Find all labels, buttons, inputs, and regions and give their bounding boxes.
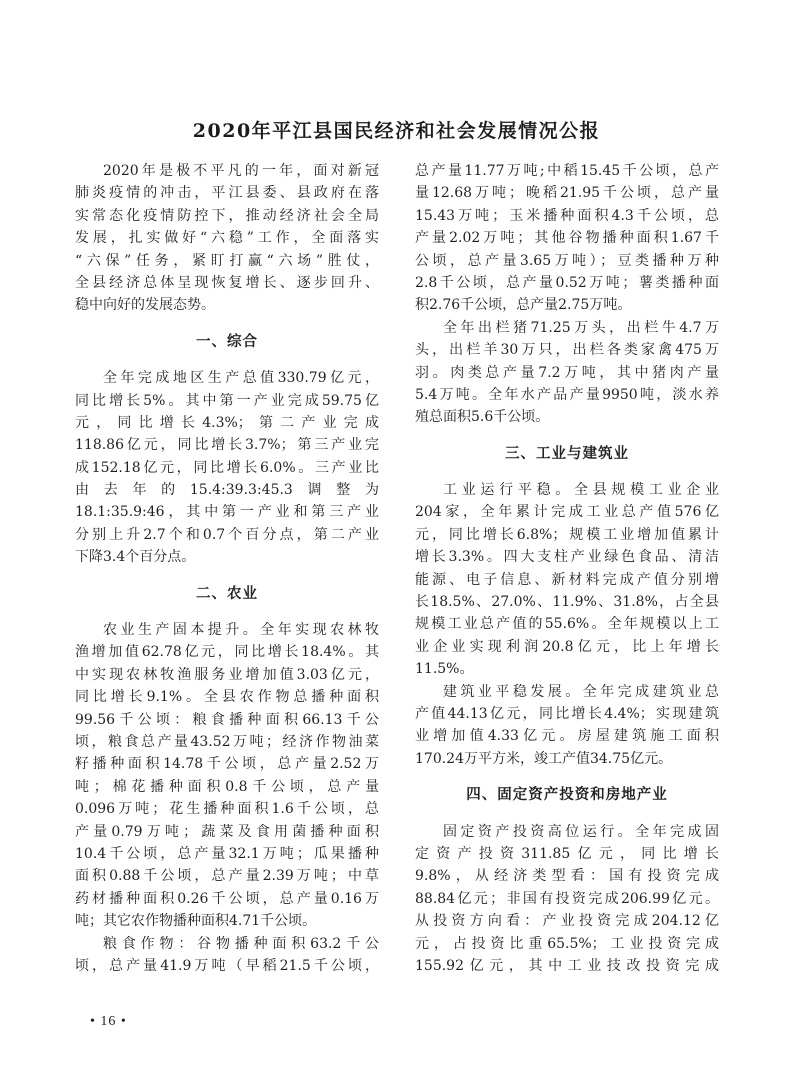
text-line: 中实现农林牧渔服务业增加值3.03亿元， [75,666,379,683]
right-column [415,160,719,977]
section-heading: 二、农业 [196,585,258,602]
page-number: • 16 • [90,1014,127,1029]
text-line: 元，同比增长6.8%；规模工业增加值累计 [415,526,719,543]
text-line: 5.4万吨。全年水产品产量9950吨，淡水养 [415,386,719,403]
section-spacer [415,465,719,479]
section-spacer [75,569,379,583]
text-line: 产量0.79万吨；蔬菜及食用菌播种面积 [75,823,379,840]
text-line: 能源、电子信息、新材料完成产值分别增 [415,571,719,588]
text-line: 9.8%，从经济类型看：国有投资完成 [415,868,719,885]
text-line: 籽播种面积14.78千公顷，总产量2.52万 [75,756,379,773]
text-line: 2.8千公顷，总产量0.52万吨；薯类播种面 [415,274,719,291]
text-line: 建筑业平稳发展。全年完成建筑业总 [443,683,719,700]
text-line: 成152.18亿元，同比增长6.0%。三产业比 [75,459,379,476]
section-spacer [415,807,719,821]
section-spacer [75,317,379,331]
text-line: 增长3.3%。四大支柱产业绿色食品、清洁 [415,549,719,566]
text-line: 88.84亿元；非国有投资完成206.99亿元。 [415,890,719,907]
text-line: 面积0.88千公顷，总产量2.39万吨；中草 [75,868,379,885]
text-line: 顷，总产量41.9万吨（早稻21.5千公顷， [75,957,379,974]
text-line: 实常态化疫情防控下，推动经济社会全局 [75,207,379,224]
text-line: 业企业实现利润20.8亿元，比上年增长 [415,638,719,655]
text-line: 全年出栏猪71.25万头，出栏牛4.7万 [443,319,719,336]
text-line: 工业运行平稳。全县规模工业企业 [443,482,719,499]
text-line: 155.92亿元，其中工业技改投资完成 [415,957,719,974]
text-line: “六保”任务，紧盯打赢“六场”胜仗， [75,252,379,269]
text-line: 固定资产投资高位运行。全年完成固 [443,823,719,840]
text-line: 定资产投资311.85亿元，同比增长 [415,845,719,862]
text-line: 头，出栏羊30万只，出栏各类家禽475万 [415,342,719,359]
text-line: 发展，扎实做好“六稳”工作，全面落实 [75,230,379,247]
text-line: 下降3.4个百分点。 [75,549,196,566]
text-line: 积2.76千公顷，总产量2.75万吨。 [415,297,632,314]
text-line: 同比增长9.1%。全县农作物总播种面积 [75,689,379,706]
text-line: 长18.5%、27.0%、11.9%、31.8%，占全县 [415,594,719,611]
text-line: 118.86亿元，同比增长3.7%；第三产业完 [75,437,379,454]
section-spacer [415,770,719,784]
text-line: 204家，全年累计完成工业总产值576亿 [415,504,719,521]
text-line: 羽。肉类总产量7.2万吨，其中猪肉产量 [415,364,719,381]
text-line: 吨；其它农作物播种面积4.71千公顷。 [75,913,317,930]
text-line: 渔增加值62.78亿元，同比增长18.4%。其 [75,644,379,661]
text-line: 粮食作物：谷物播种面积63.2千公 [103,935,379,952]
section-heading: 三、工业与建筑业 [505,445,629,462]
text-line: 分别上升2.7个和0.7个百分点，第二产业 [75,526,379,543]
text-line: 量12.68万吨；晚稻21.95千公顷，总产量 [415,185,719,202]
text-line: 顷，粮食总产量43.52万吨；经济作物油菜 [75,733,379,750]
section-heading: 一、综合 [196,333,258,350]
text-line: 2020年是极不平凡的一年，面对新冠 [103,163,379,179]
text-line: 99.56千公顷：粮食播种面积66.13千公 [75,711,379,728]
text-line: 170.24万平方米，竣工产值34.75亿元。 [415,750,673,767]
text-line: 吨；棉花播种面积0.8千公顷，总产量 [75,778,379,795]
section-spacer [415,429,719,443]
text-line: 公顷，总产量3.65万吨）；豆类播种万种 [415,252,719,269]
text-line: 元，同比增长4.3%；第二产业完成 [75,414,379,431]
text-line: 肺炎疫情的冲击，平江县委、县政府在落 [75,185,379,202]
text-line: 0.096万吨；花生播种面积1.6千公顷，总 [75,801,379,818]
text-line: 由去年的15.4:39.3:45.3调整为 [75,482,379,499]
text-line: 药材播种面积0.26千公顷，总产量0.16万 [75,890,379,907]
text-line: 农业生产固本提升。全年实现农林牧 [103,622,379,639]
left-column [75,160,379,977]
text-line: 产量2.02万吨；其他谷物播种面积1.67千 [415,230,719,247]
text-line: 全年完成地区生产总值330.79亿元， [103,370,379,387]
text-line: 规模工业总产值的55.6%。全年规模以上工 [415,616,719,633]
text-line: 元，占投资比重65.5%；工业投资完成 [415,935,719,952]
text-line: 稳中向好的发展态势。 [75,297,215,314]
text-line: 从投资方向看：产业投资完成204.12亿 [415,913,719,930]
text-line: 同比增长5%。其中第一产业完成59.75亿 [75,392,379,409]
section-heading: 四、固定资产投资和房地产业 [466,787,668,804]
text-line: 产值44.13亿元，同比增长4.4%；实现建筑 [415,705,719,722]
text-line: 18.1:35.9:46，其中第一产业和第三产业 [75,504,379,521]
text-line: 11.5%。 [415,661,474,678]
text-line: 殖总面积5.6千公顷。 [415,409,550,426]
text-line: 15.43万吨；玉米播种面积4.3千公顷，总 [415,207,719,224]
text-line: 全县经济总体呈现恢复增长、逐步回升、 [75,274,379,291]
section-spacer [75,353,379,367]
text-line: 10.4千公顷，总产量32.1万吨；瓜果播种 [75,845,379,862]
text-line: 业增加值4.33亿元。房屋建筑施工面积 [415,728,719,745]
document-title: 2020年平江县国民经济和社会发展情况公报 [192,120,601,142]
text-line: 总产量11.77万吨;中稻15.45千公顷，总产 [415,163,719,179]
section-spacer [75,605,379,619]
